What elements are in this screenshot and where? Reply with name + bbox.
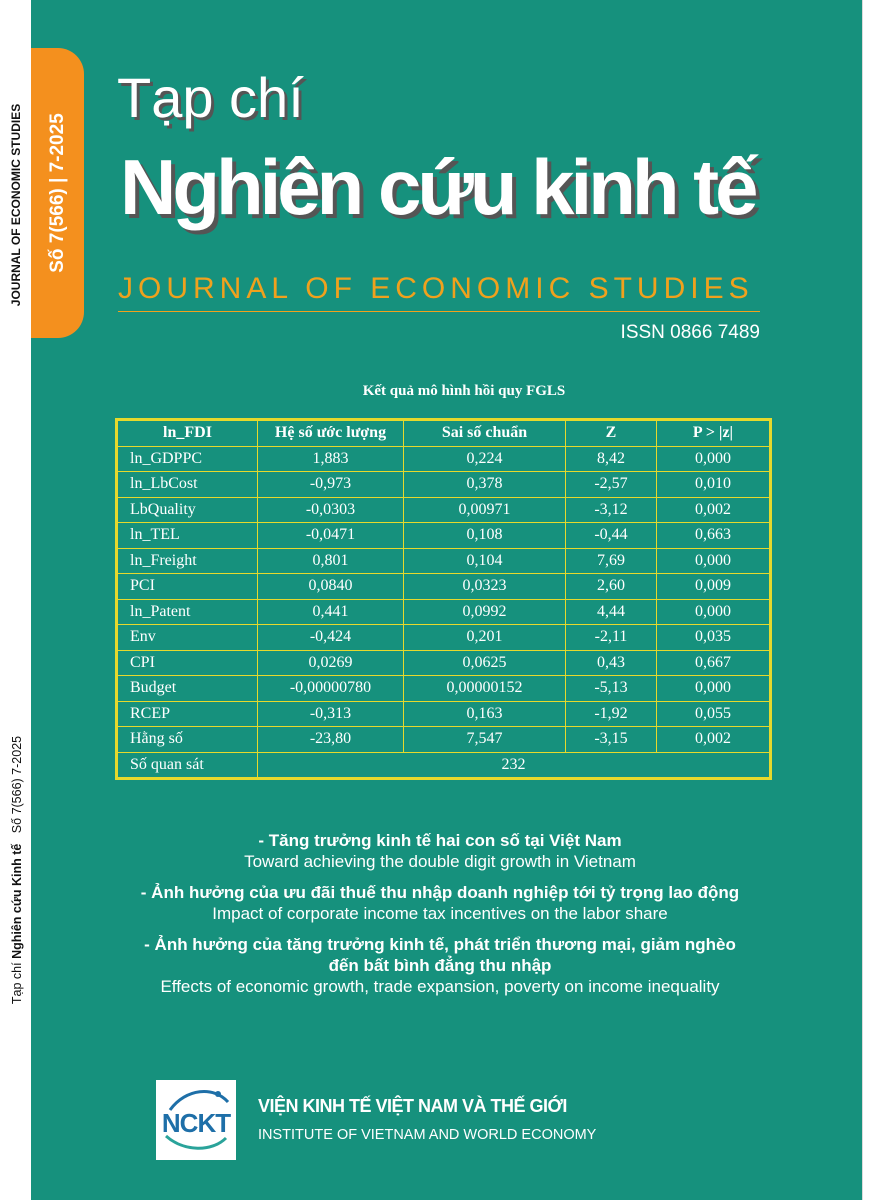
publisher-name-vi: VIỆN KINH TẾ VIỆT NAM VÀ THẾ GIỚI: [258, 1096, 567, 1116]
cell-variable: PCI: [118, 574, 258, 600]
cell-z: -1,92: [566, 701, 657, 727]
cell-variable: Budget: [118, 676, 258, 702]
header-std-error: Sai số chuẩn: [404, 421, 566, 447]
cell-coefficient: 0,801: [258, 548, 404, 574]
cell-p-value: 0,000: [657, 599, 770, 625]
table-row: [118, 548, 770, 574]
spine-title: [6, 700, 28, 1040]
table-row: [118, 446, 770, 472]
cell-p-value: 0,667: [657, 650, 770, 676]
issn: ISSN 0866 7489: [620, 322, 760, 343]
header-p-value: P > |z|: [657, 421, 770, 447]
cell-variable: ln_Freight: [118, 548, 258, 574]
cell-p-value: 0,002: [657, 497, 770, 523]
title-rule: [118, 311, 760, 312]
cell-z: 7,69: [566, 548, 657, 574]
cell-std-error: 0,0625: [404, 650, 566, 676]
cell-p-value: 0,010: [657, 472, 770, 498]
cell-std-error: 0,0323: [404, 574, 566, 600]
cell-coefficient: -23,80: [258, 727, 404, 753]
table-header-row: [118, 421, 770, 447]
table-row: [118, 650, 770, 676]
cell-std-error: 0,00971: [404, 497, 566, 523]
cell-z: -3,15: [566, 727, 657, 753]
cell-coefficient: 0,0840: [258, 574, 404, 600]
cell-variable: ln_GDPPC: [118, 446, 258, 472]
cell-coefficient: 0,0269: [258, 650, 404, 676]
cell-std-error: 0,0992: [404, 599, 566, 625]
article-1-title-en: Toward achieving the double digit growth in Vietnam: [244, 852, 636, 871]
cell-std-error: 0,378: [404, 472, 566, 498]
cell-variable: CPI: [118, 650, 258, 676]
cell-z: 4,44: [566, 599, 657, 625]
cell-std-error: 0,00000152: [404, 676, 566, 702]
cell-z: 2,60: [566, 574, 657, 600]
cell-coefficient: -0,0303: [258, 497, 404, 523]
issue-tab: [31, 48, 84, 338]
cell-z: 0,43: [566, 650, 657, 676]
table-row: [118, 701, 770, 727]
table-row: [118, 625, 770, 651]
table-row-observations: [118, 752, 770, 778]
cell-variable: ln_TEL: [118, 523, 258, 549]
article-3-title-en: Effects of economic growth, trade expansion, poverty on income inequality: [160, 977, 720, 996]
spine-journal-name: JOURNAL OF ECONOMIC STUDIES: [9, 103, 23, 307]
cell-variable: ln_LbCost: [118, 472, 258, 498]
article-2-title-en: Impact of corporate income tax incentives on the labor share: [212, 904, 668, 923]
cell-std-error: 0,224: [404, 446, 566, 472]
cell-p-value: 0,002: [657, 727, 770, 753]
cell-p-value: 0,000: [657, 676, 770, 702]
article-1-title-vi: - Tăng trưởng kinh tế hai con số tại Việt Nam: [258, 831, 622, 850]
cell-coefficient: 0,441: [258, 599, 404, 625]
cell-z: 8,42: [566, 446, 657, 472]
table-caption: Kết quả mô hình hồi quy FGLS: [362, 383, 566, 399]
cell-std-error: 0,201: [404, 625, 566, 651]
cell-std-error: 0,163: [404, 701, 566, 727]
page-edge: [862, 0, 873, 1200]
cell-coefficient: 1,883: [258, 446, 404, 472]
table-row: [118, 599, 770, 625]
cell-coefficient: -0,973: [258, 472, 404, 498]
issue-tab-text: Số 7(566) | 7-2025: [46, 113, 68, 273]
cell-coefficient: -0,313: [258, 701, 404, 727]
cell-p-value: 0,000: [657, 446, 770, 472]
header-variable: ln_FDI: [118, 421, 258, 447]
spine-issue: Số 7(566) 7-2025: [10, 735, 24, 834]
cell-std-error: 7,547: [404, 727, 566, 753]
title-line-2: Nghiên cứu kinh tế: [120, 143, 755, 231]
cell-obs-label: Số quan sát: [118, 752, 258, 778]
header-z: Z: [566, 421, 657, 447]
article-3-title-vi-line2: đến bất bình đẳng thu nhập: [328, 956, 552, 975]
english-title: JOURNAL OF ECONOMIC STUDIES: [118, 272, 754, 305]
title-line-1: Tạp chí: [117, 66, 304, 129]
cell-obs-value: 232: [258, 752, 770, 778]
table-row: [118, 497, 770, 523]
publisher-name: [258, 1096, 596, 1143]
logo-text: NCKT: [161, 1108, 231, 1138]
table-row: [118, 727, 770, 753]
header-coefficient: Hệ số ước lượng: [258, 421, 404, 447]
cell-coefficient: -0,424: [258, 625, 404, 651]
ncki-logo: [156, 1080, 236, 1160]
cell-p-value: 0,009: [657, 574, 770, 600]
article-list: [60, 830, 820, 1007]
journal-cover: [31, 0, 869, 1200]
table-row: [118, 676, 770, 702]
cell-p-value: 0,035: [657, 625, 770, 651]
cell-z: -5,13: [566, 676, 657, 702]
cell-variable: LbQuality: [118, 497, 258, 523]
cell-std-error: 0,104: [404, 548, 566, 574]
cell-variable: Hằng số: [118, 727, 258, 753]
publisher-name-en: INSTITUTE OF VIETNAM AND WORLD ECONOMY: [258, 1127, 597, 1143]
cell-variable: RCEP: [118, 701, 258, 727]
article-3-title-vi: - Ảnh hưởng của tăng trưởng kinh tế, phát triển thương mại, giảm nghèo: [144, 935, 736, 954]
table-row: [118, 574, 770, 600]
cell-variable: Env: [118, 625, 258, 651]
cell-z: -3,12: [566, 497, 657, 523]
table-row: [118, 523, 770, 549]
cell-coefficient: -0,0471: [258, 523, 404, 549]
cell-p-value: 0,000: [657, 548, 770, 574]
cell-std-error: 0,108: [404, 523, 566, 549]
cell-variable: ln_Patent: [118, 599, 258, 625]
cell-p-value: 0,055: [657, 701, 770, 727]
spine-prefix: Tạp chí: [10, 962, 24, 1005]
table-row: [118, 472, 770, 498]
cell-z: -2,57: [566, 472, 657, 498]
regression-table: [117, 420, 770, 778]
cell-z: -2,11: [566, 625, 657, 651]
article-2-title-vi: - Ảnh hưởng của ưu đãi thuế thu nhập doanh nghiệp tới tỷ trọng lao động: [140, 883, 740, 902]
cell-coefficient: -0,00000780: [258, 676, 404, 702]
cell-p-value: 0,663: [657, 523, 770, 549]
spine-bold-title: Nghiên cứu Kinh tế: [10, 843, 24, 959]
cell-z: -0,44: [566, 523, 657, 549]
